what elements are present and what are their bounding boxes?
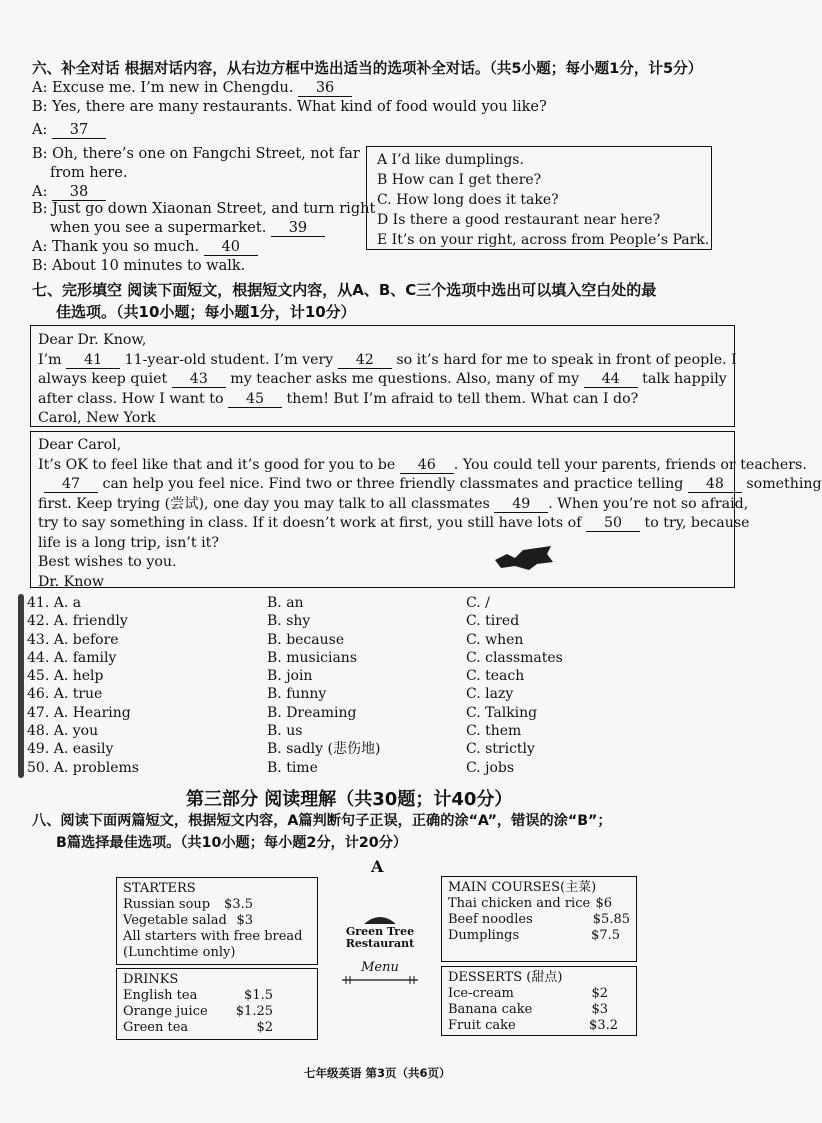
menu-item: Thai chicken and rice $6 (448, 896, 612, 911)
dialogue-line-4b: from here. (50, 165, 128, 181)
menu-note: All starters with free bread (123, 929, 303, 944)
choice-41b: B. an (267, 595, 304, 611)
choice-45c: C. teach (466, 668, 525, 685)
blank-49: 49 (494, 497, 548, 513)
blank-36: 36 (298, 81, 352, 97)
blank-37: 37 (52, 123, 106, 139)
dialogue-line-1 (32, 80, 352, 97)
blank-44: 44 (584, 372, 638, 388)
choice-47c: C. Talking (466, 704, 538, 721)
blank-41: 41 (66, 353, 120, 369)
choice-44c: C. classmates (466, 649, 563, 666)
section7-heading-1: 七、完形填空 阅读下面短文，根据短文内容，从A、B、C三个选项中选出可以填入空白处的最 (32, 281, 657, 299)
logo-name: Restaurant (345, 937, 415, 950)
choice-49c: C. strictly (466, 741, 535, 758)
blank-38: 38 (52, 185, 106, 201)
passage-label: A (371, 857, 384, 876)
dialogue-line-2: B: Yes, there are many restaurants. What kind of food would you like? (32, 99, 547, 115)
letter-greeting: Dear Dr. Know, (38, 332, 147, 348)
choice-42b: B. shy (267, 613, 311, 630)
option-b: B How can I get there? (377, 172, 542, 188)
dialogue-line-6b (50, 220, 325, 237)
choice-41a: 41. A. a (27, 595, 82, 611)
choice-43b: B. because (267, 631, 345, 648)
choice-48b: B. us (267, 723, 303, 740)
letter-line: It’s OK to feel like that and it’s good for you to be 46 . You could tell your parents, friends or teachers. (38, 456, 807, 473)
speaker-a: A: (32, 122, 48, 138)
menu-note: (Lunchtime only) (123, 945, 236, 960)
choice-50c: C. jobs (466, 759, 515, 776)
letter-line: 47 can help you feel nice. Find two or three friendly classmates and practice telling 48 something (38, 475, 734, 495)
blank-39: 39 (271, 221, 325, 237)
menu-item: Banana cake $3 (448, 1002, 608, 1017)
choice-49a: 49. A. easily (27, 741, 114, 758)
choices-column-a (27, 594, 139, 777)
menu-section-title: DRINKS (123, 972, 179, 987)
blank-46: 46 (400, 458, 454, 474)
letter-line: first. Keep trying (尝试), one day you may talk to all classmates 49 . When you’re not so afraid, (38, 495, 749, 512)
menu-item: English tea $1.5 (123, 988, 273, 1003)
menu-item: Beef noodles $5.85 (448, 912, 630, 927)
letter-dr-know (30, 431, 822, 590)
divider-icon (340, 975, 420, 985)
letter-line: always keep quiet 43 my teacher asks me questions. Also, many of my 44 talk happily (38, 371, 727, 387)
choice-43a: 43. A. before (27, 631, 119, 648)
logo-name: Green Tree (345, 925, 415, 938)
menu-desserts (441, 966, 637, 1036)
letter-signature: Carol, New York (38, 410, 156, 426)
blank-47: 47 (44, 477, 98, 493)
choice-41c: C. / (466, 595, 490, 611)
section6-heading: 六、补全对话 根据对话内容，从右边方框中选出适当的选项补全对话。（共5小题；每小题1分，计5分） (32, 60, 703, 77)
tree-icon (360, 912, 400, 926)
choice-50a: 50. A. problems (27, 759, 139, 776)
blank-45: 45 (228, 392, 282, 408)
menu-item: Fruit cake $3.2 (448, 1018, 618, 1033)
choice-45b: B. join (267, 668, 313, 685)
dialogue-line-6a: B: Just go down Xiaonan Street, and turn right (32, 201, 376, 217)
menu-item: Green tea $2 (123, 1020, 273, 1035)
choice-45a: 45. A. help (27, 668, 104, 685)
choice-49b: B. sadly (悲伤地) (267, 741, 381, 758)
choices-column-b (267, 594, 380, 777)
choice-47b: B. Dreaming (267, 704, 357, 721)
choice-47a: 47. A. Hearing (27, 704, 131, 721)
choice-43c: C. when (466, 631, 524, 648)
blank-50: 50 (586, 516, 640, 532)
choice-44a: 44. A. family (27, 649, 117, 666)
menu-item: Vegetable salad $3 (123, 913, 253, 928)
menu-item: Ice-cream $2 (448, 986, 608, 1001)
option-a: A I’d like dumplings. (377, 152, 524, 168)
menu-section-title: DESSERTS (甜点) (448, 970, 563, 985)
menu-item: Russian soup $3.5 (123, 897, 253, 912)
blank-48: 48 (688, 477, 742, 493)
dialogue-text: A: Excuse me. I’m new in Chengdu. (32, 80, 294, 96)
choice-46c: C. lazy (466, 686, 514, 703)
letter-greeting: Dear Carol, (38, 437, 122, 453)
choices-column-c (466, 594, 563, 777)
letter-line: life is a long trip, isn’t it? (38, 534, 219, 551)
section7-heading-2: 佳选项。（共10小题；每小题1分，计10分） (56, 303, 356, 321)
menu-main-courses (441, 876, 637, 962)
menu-starters (116, 877, 318, 965)
option-e: E It’s on your right, across from People’s Park. (377, 232, 710, 248)
menu-drinks (116, 968, 318, 1040)
letter-line: after class. How I want to 45 them! But I’m afraid to tell them. What can I do? (38, 390, 639, 407)
choice-46b: B. funny (267, 686, 327, 703)
blank-43: 43 (172, 372, 226, 388)
dialogue-text: when you see a supermarket. (50, 220, 267, 236)
dialogue-line-7 (32, 239, 258, 256)
speaker-a: A: (32, 184, 48, 200)
menu-item: Orange juice $1.25 (123, 1004, 273, 1019)
menu-item: Dumplings $7.5 (448, 928, 620, 943)
letter-signature: Dr. Know (38, 573, 105, 590)
choice-48a: 48. A. you (27, 723, 99, 740)
restaurant-logo (340, 912, 420, 1002)
dialogue-line-5 (32, 184, 106, 201)
ink-smudge (493, 544, 555, 572)
dialogue-line-4a: B: Oh, there’s one on Fangchi Street, not far (32, 146, 360, 162)
options-box (366, 146, 712, 250)
option-d: D Is there a good restaurant near here? (377, 212, 661, 228)
choice-48c: C. them (466, 723, 522, 740)
choice-46a: 46. A. true (27, 686, 103, 703)
choice-42c: C. tired (466, 613, 520, 630)
blank-42: 42 (338, 353, 392, 369)
dialogue-line-8: B: About 10 minutes to walk. (32, 258, 246, 274)
letter-line: I’m 41 11-year-old student. I’m very 42 so it’s hard for me to speak in front of people. I (38, 351, 737, 368)
option-c: C. How long does it take? (377, 192, 559, 208)
part3-title: 第三部分 阅读理解（共30题；计40分） (186, 789, 513, 810)
menu-section-title: MAIN COURSES(主菜) (448, 880, 597, 895)
letter-carol (30, 325, 735, 427)
section8-heading-1: 八、阅读下面两篇短文，根据短文内容，A篇判断句子正误，正确的涂“A”，错误的涂“B”； (32, 813, 612, 829)
menu-section-title: STARTERS (123, 881, 196, 896)
letter-wishes: Best wishes to you. (38, 554, 177, 570)
dialogue-line-3 (32, 122, 106, 139)
section8-heading-2: B篇选择最佳选项。（共10小题；每小题2分，计20分） (56, 835, 408, 851)
choice-50b: B. time (267, 759, 318, 776)
blank-40: 40 (204, 240, 258, 256)
scan-edge-mark (18, 594, 24, 778)
letter-line: try to say something in class. If it doesn’t work at first, you still have lots of 50 to try, because (38, 515, 750, 531)
choice-44b: B. musicians (267, 649, 358, 666)
dialogue-text: A: Thank you so much. (32, 239, 200, 255)
logo-menu: Menu (361, 960, 399, 975)
choice-42a: 42. A. friendly (27, 613, 128, 630)
page-footer: 七年级英语 第3页（共6页） (304, 1066, 451, 1080)
